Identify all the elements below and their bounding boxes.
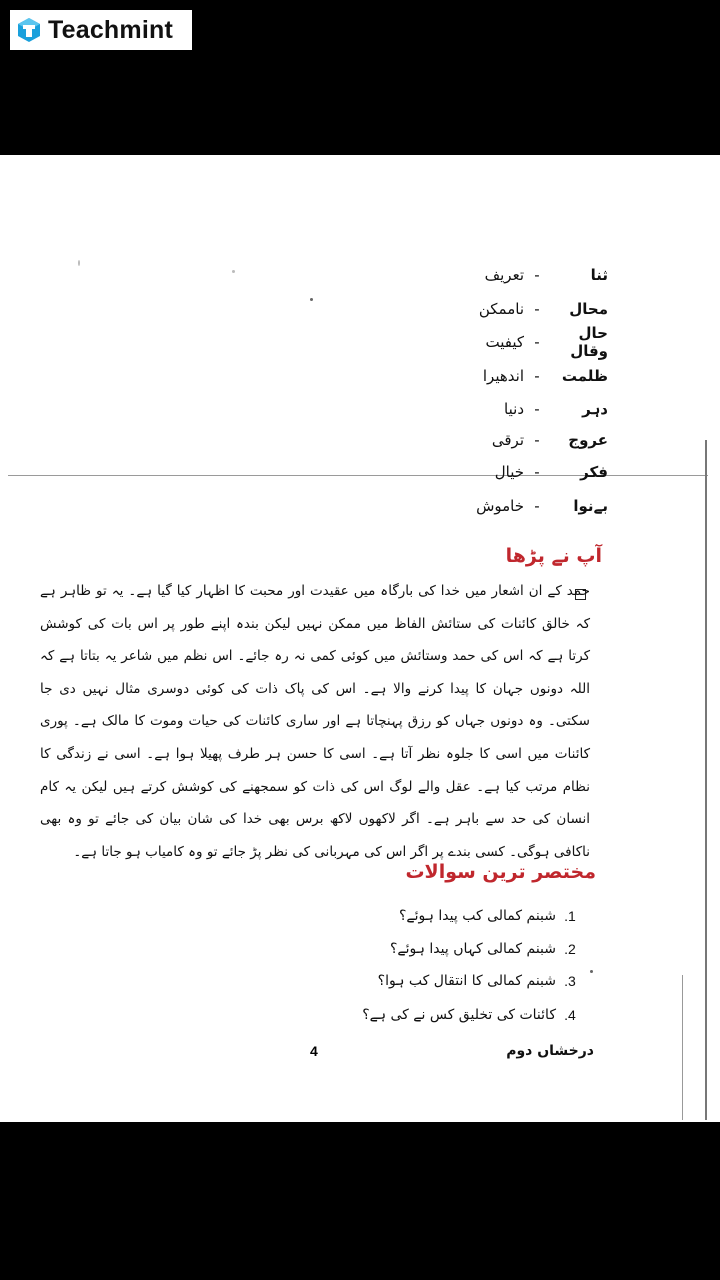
page-edge-inner bbox=[682, 975, 683, 1120]
question-number: 4. bbox=[564, 1007, 576, 1023]
question-number: 3. bbox=[564, 973, 576, 989]
glossary-word: ظلمت bbox=[561, 367, 608, 385]
glossary-word: حال وقال bbox=[570, 324, 608, 360]
summary-paragraph: حمد کے ان اشعار میں خدا کی بارگاہ میں عقیدت اور محبت کا اظہار کیا گیا ہے۔ یہ تو ظاہر ہے کہ خالق کائنات کی ستائش الفاظ میں ممکن نہیں لیکن بندہ اپنے طور پر اس بات کی کوشش کرتا ہے کہ اس کی حمد وستائش میں کوئی کمی نہ رہ جائے۔ اس نظم میں شاعر یہ بتاتا ہے کہ اللہ دونوں جہان کا پیدا کرنے والا ہے۔ اس کی پاک ذات کی کوئی دوسری مثال نہیں دی جا سکتی۔ وہ دونوں جہاں کو رزق پہنچاتا ہے اور ساری کائنات کی حیات وموت کا مالک ہے۔ پوری کائنات میں اسی کا جلوہ نظر آتا ہے۔ اسی کا حسن ہر طرف پھیلا ہوا ہے۔ اسی نے زندگی کا نظام مرتب کیا ہے۔ عقل والے لوگ اس کی ذات کو سمجھنے کی کوشش کرتے ہیں لیکن یہ کام انسان کی حد سے باہر ہے۔ اگر لاکھوں لاکھ برس بھی خدا کی شان بیان کی جائے تو وہ بھی ناکافی ہوگی۔ کسی بندے پر اگر اس کی مہربانی کی نظر پڑ جائے تو وہ کامیاب ہو جاتا ہے۔ bbox=[40, 583, 590, 860]
scan-speck bbox=[310, 298, 313, 301]
glossary-row bbox=[448, 425, 608, 455]
glossary-row bbox=[448, 361, 608, 391]
brand-name: Teachmint bbox=[48, 15, 173, 44]
glossary-dash: - bbox=[534, 266, 540, 284]
glossary-dash: - bbox=[534, 300, 540, 318]
glossary-word: محال bbox=[569, 300, 608, 318]
glossary-row bbox=[448, 260, 608, 290]
scan-speck bbox=[232, 270, 235, 273]
glossary-word: فکر bbox=[580, 463, 608, 481]
glossary-meaning: دنیا bbox=[504, 400, 524, 418]
question-text: کائنات کی تخلیق کس نے کی ہے؟ bbox=[362, 1007, 556, 1023]
glossary-row bbox=[448, 457, 608, 487]
glossary-word: عروج bbox=[568, 431, 608, 449]
glossary-row bbox=[448, 491, 608, 521]
glossary-word: بےنوا bbox=[573, 497, 608, 515]
question-text: شبنم کمالی کہاں پیدا ہوئے؟ bbox=[390, 941, 556, 957]
glossary-dash: - bbox=[534, 333, 540, 351]
glossary-meaning: خاموش bbox=[476, 497, 524, 515]
glossary-meaning: اندھیرا bbox=[482, 367, 524, 385]
glossary-meaning: ناممکن bbox=[478, 300, 524, 318]
book-name: درخشاں دوم bbox=[506, 1043, 594, 1059]
page-number: 4 bbox=[310, 1043, 318, 1059]
scan-speck bbox=[590, 970, 593, 973]
question-item bbox=[324, 1000, 584, 1030]
page-edge bbox=[705, 440, 707, 1120]
teachmint-logo-icon bbox=[16, 17, 42, 43]
glossary-meaning: ترقی bbox=[491, 431, 524, 449]
question-number: 2. bbox=[564, 941, 576, 957]
scanned-page bbox=[0, 155, 720, 1122]
glossary-row bbox=[448, 294, 608, 324]
glossary-meaning: تعریف bbox=[484, 266, 524, 284]
scan-speck bbox=[78, 260, 80, 266]
question-text: شبنم کمالی کا انتقال کب ہوا؟ bbox=[377, 973, 556, 989]
question-item bbox=[324, 901, 584, 931]
bottom-black-bar bbox=[0, 1122, 720, 1280]
glossary-meaning: خیال bbox=[494, 463, 524, 481]
glossary-word: دہر bbox=[582, 400, 608, 418]
glossary-row bbox=[448, 324, 608, 360]
summary-heading: آپ نے پڑھا bbox=[505, 545, 602, 567]
question-text: شبنم کمالی کب پیدا ہوئے؟ bbox=[399, 908, 556, 924]
glossary-dash: - bbox=[534, 497, 540, 515]
glossary-word: ثنا bbox=[590, 266, 608, 284]
glossary-dash: - bbox=[534, 367, 540, 385]
questions-heading: مختصر ترین سوالات bbox=[405, 861, 596, 883]
glossary-meaning: کیفیت bbox=[485, 333, 524, 351]
top-black-bar bbox=[0, 0, 720, 155]
glossary-dash: - bbox=[534, 463, 540, 481]
teachmint-logo bbox=[10, 10, 192, 50]
glossary-row bbox=[448, 394, 608, 424]
question-item bbox=[324, 934, 584, 964]
glossary-dash: - bbox=[534, 431, 540, 449]
question-number: 1. bbox=[564, 908, 576, 924]
glossary-dash: - bbox=[534, 400, 540, 418]
question-item bbox=[324, 966, 584, 996]
